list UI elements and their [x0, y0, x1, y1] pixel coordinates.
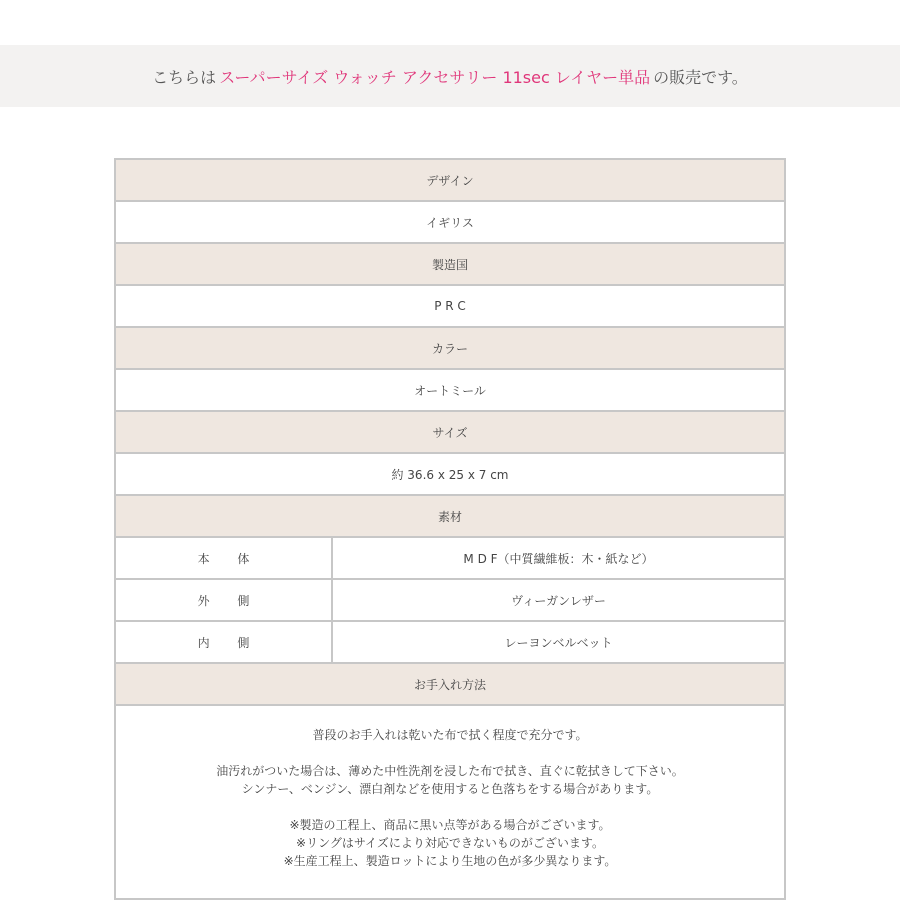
material-value: ヴィーガンレザー — [511, 593, 606, 608]
banner-product-name: スーパーサイズ ウォッチ アクセサリー 11sec レイヤー単品 — [219, 67, 651, 87]
size-header — [116, 412, 784, 454]
color-label: カラー — [431, 341, 468, 356]
design-header — [116, 160, 784, 202]
material-value: レーヨンベルベット — [504, 635, 613, 650]
care-instructions — [116, 706, 784, 898]
care-note: ※製造の工程上、商品に黒い点等がある場合がございます。 — [289, 818, 611, 832]
size-label: サイズ — [432, 425, 468, 440]
design-value: イギリス — [426, 215, 474, 230]
color-value: オートミール — [414, 383, 486, 398]
color-row — [116, 370, 784, 412]
care-line: シンナー、ベンジン、漂白剤などを使用すると色落ちをする場合があります。 — [241, 782, 659, 796]
design-label: デザイン — [426, 173, 474, 188]
care-header — [116, 664, 784, 706]
care-paragraph — [116, 762, 784, 798]
origin-label: 製造国 — [431, 257, 468, 272]
spec-table — [114, 158, 786, 900]
material-part: 内 側 — [116, 622, 333, 662]
material-value: M D F（中質繊維板：木・紙など） — [463, 551, 654, 566]
design-row — [116, 202, 784, 244]
care-paragraph — [116, 726, 784, 744]
care-note: ※生産工程上、製造ロットにより生地の色が多少異なります。 — [283, 854, 617, 868]
material-row — [116, 622, 784, 664]
care-line: 普段のお手入れは乾いた布で拭く程度で充分です。 — [312, 728, 588, 742]
material-label: 素材 — [437, 509, 462, 524]
care-notes — [116, 816, 784, 870]
care-note: ※リングはサイズにより対応できないものがございます。 — [296, 836, 604, 850]
product-banner — [0, 45, 900, 107]
size-value: 約 36.6 x 25 x 7 cm — [391, 467, 509, 482]
origin-value: P R C — [434, 299, 466, 313]
material-row — [116, 538, 784, 580]
size-row — [116, 454, 784, 496]
banner-prefix: こちらは — [152, 67, 217, 87]
origin-row — [116, 286, 784, 328]
color-header — [116, 328, 784, 370]
care-line: 油汚れがついた場合は、薄めた中性洗剤を浸した布で拭き、直ぐに乾拭きして下さい。 — [216, 764, 684, 778]
material-part: 外 側 — [116, 580, 333, 620]
material-row — [116, 580, 784, 622]
banner-suffix: の販売です。 — [653, 67, 748, 87]
material-header — [116, 496, 784, 538]
care-label: お手入れ方法 — [413, 677, 486, 692]
material-part: 本 体 — [116, 538, 333, 578]
origin-header — [116, 244, 784, 286]
